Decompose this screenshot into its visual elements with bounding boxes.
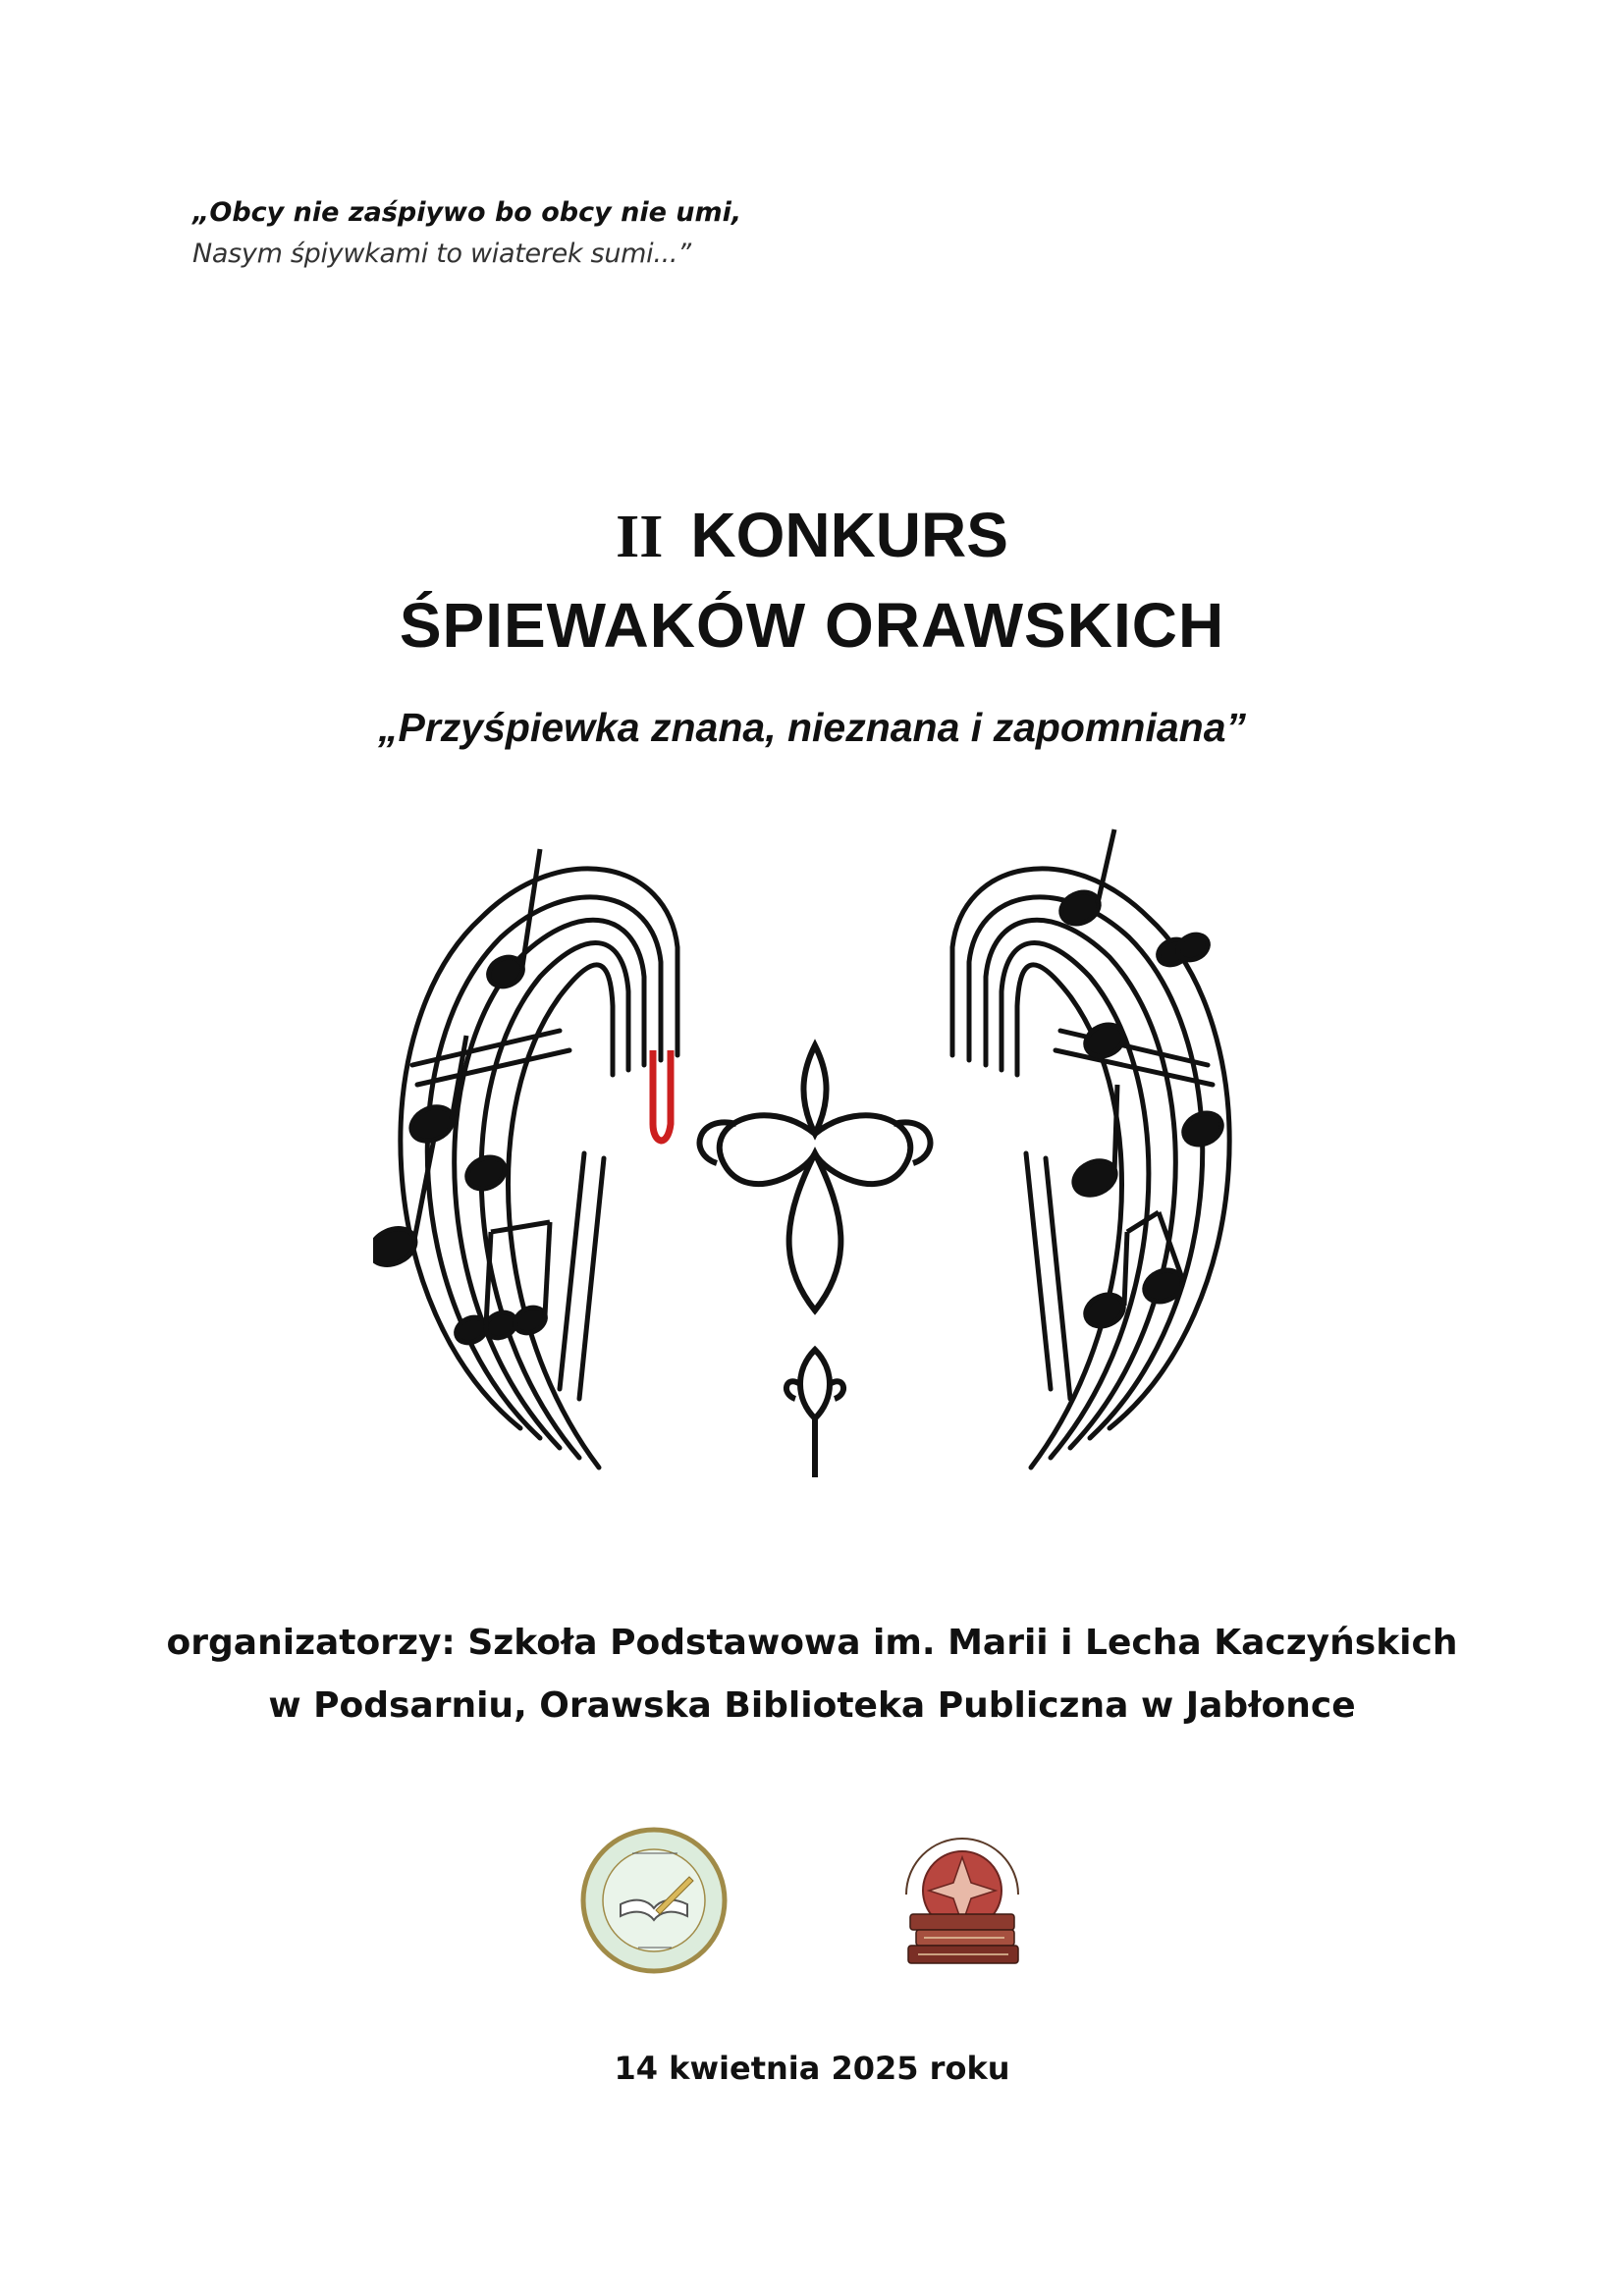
title-konkurs: KONKURS — [690, 500, 1008, 570]
epigraph-line-2: Nasym śpiywkami to wiaterek sumi...” — [192, 239, 691, 269]
organizers-line-1: organizatorzy: Szkoła Podstawowa im. Marii i Lecha Kaczyńskich — [166, 1623, 1458, 1663]
musical-heart-emblem — [373, 800, 1257, 1497]
organizers-line-2: w Podsarniu, Orawska Biblioteka Publiczna w Jabłonce — [268, 1685, 1356, 1726]
title-line-1 — [0, 499, 1624, 572]
epigraph — [192, 192, 741, 275]
event-date: 14 kwietnia 2025 roku — [614, 2050, 1010, 2087]
school-seal-logo — [579, 1826, 729, 1975]
edition-number: II — [616, 504, 664, 570]
epigraph-line-1: „Obcy nie zaśpiywo bo obcy nie umi, — [192, 197, 742, 228]
library-books-logo — [889, 1818, 1036, 1981]
subtitle: „Przyśpiewka znana, nieznana i zapomniana” — [377, 705, 1247, 750]
title-line-2: ŚPIEWAKÓW ORAWSKICH — [399, 590, 1225, 661]
